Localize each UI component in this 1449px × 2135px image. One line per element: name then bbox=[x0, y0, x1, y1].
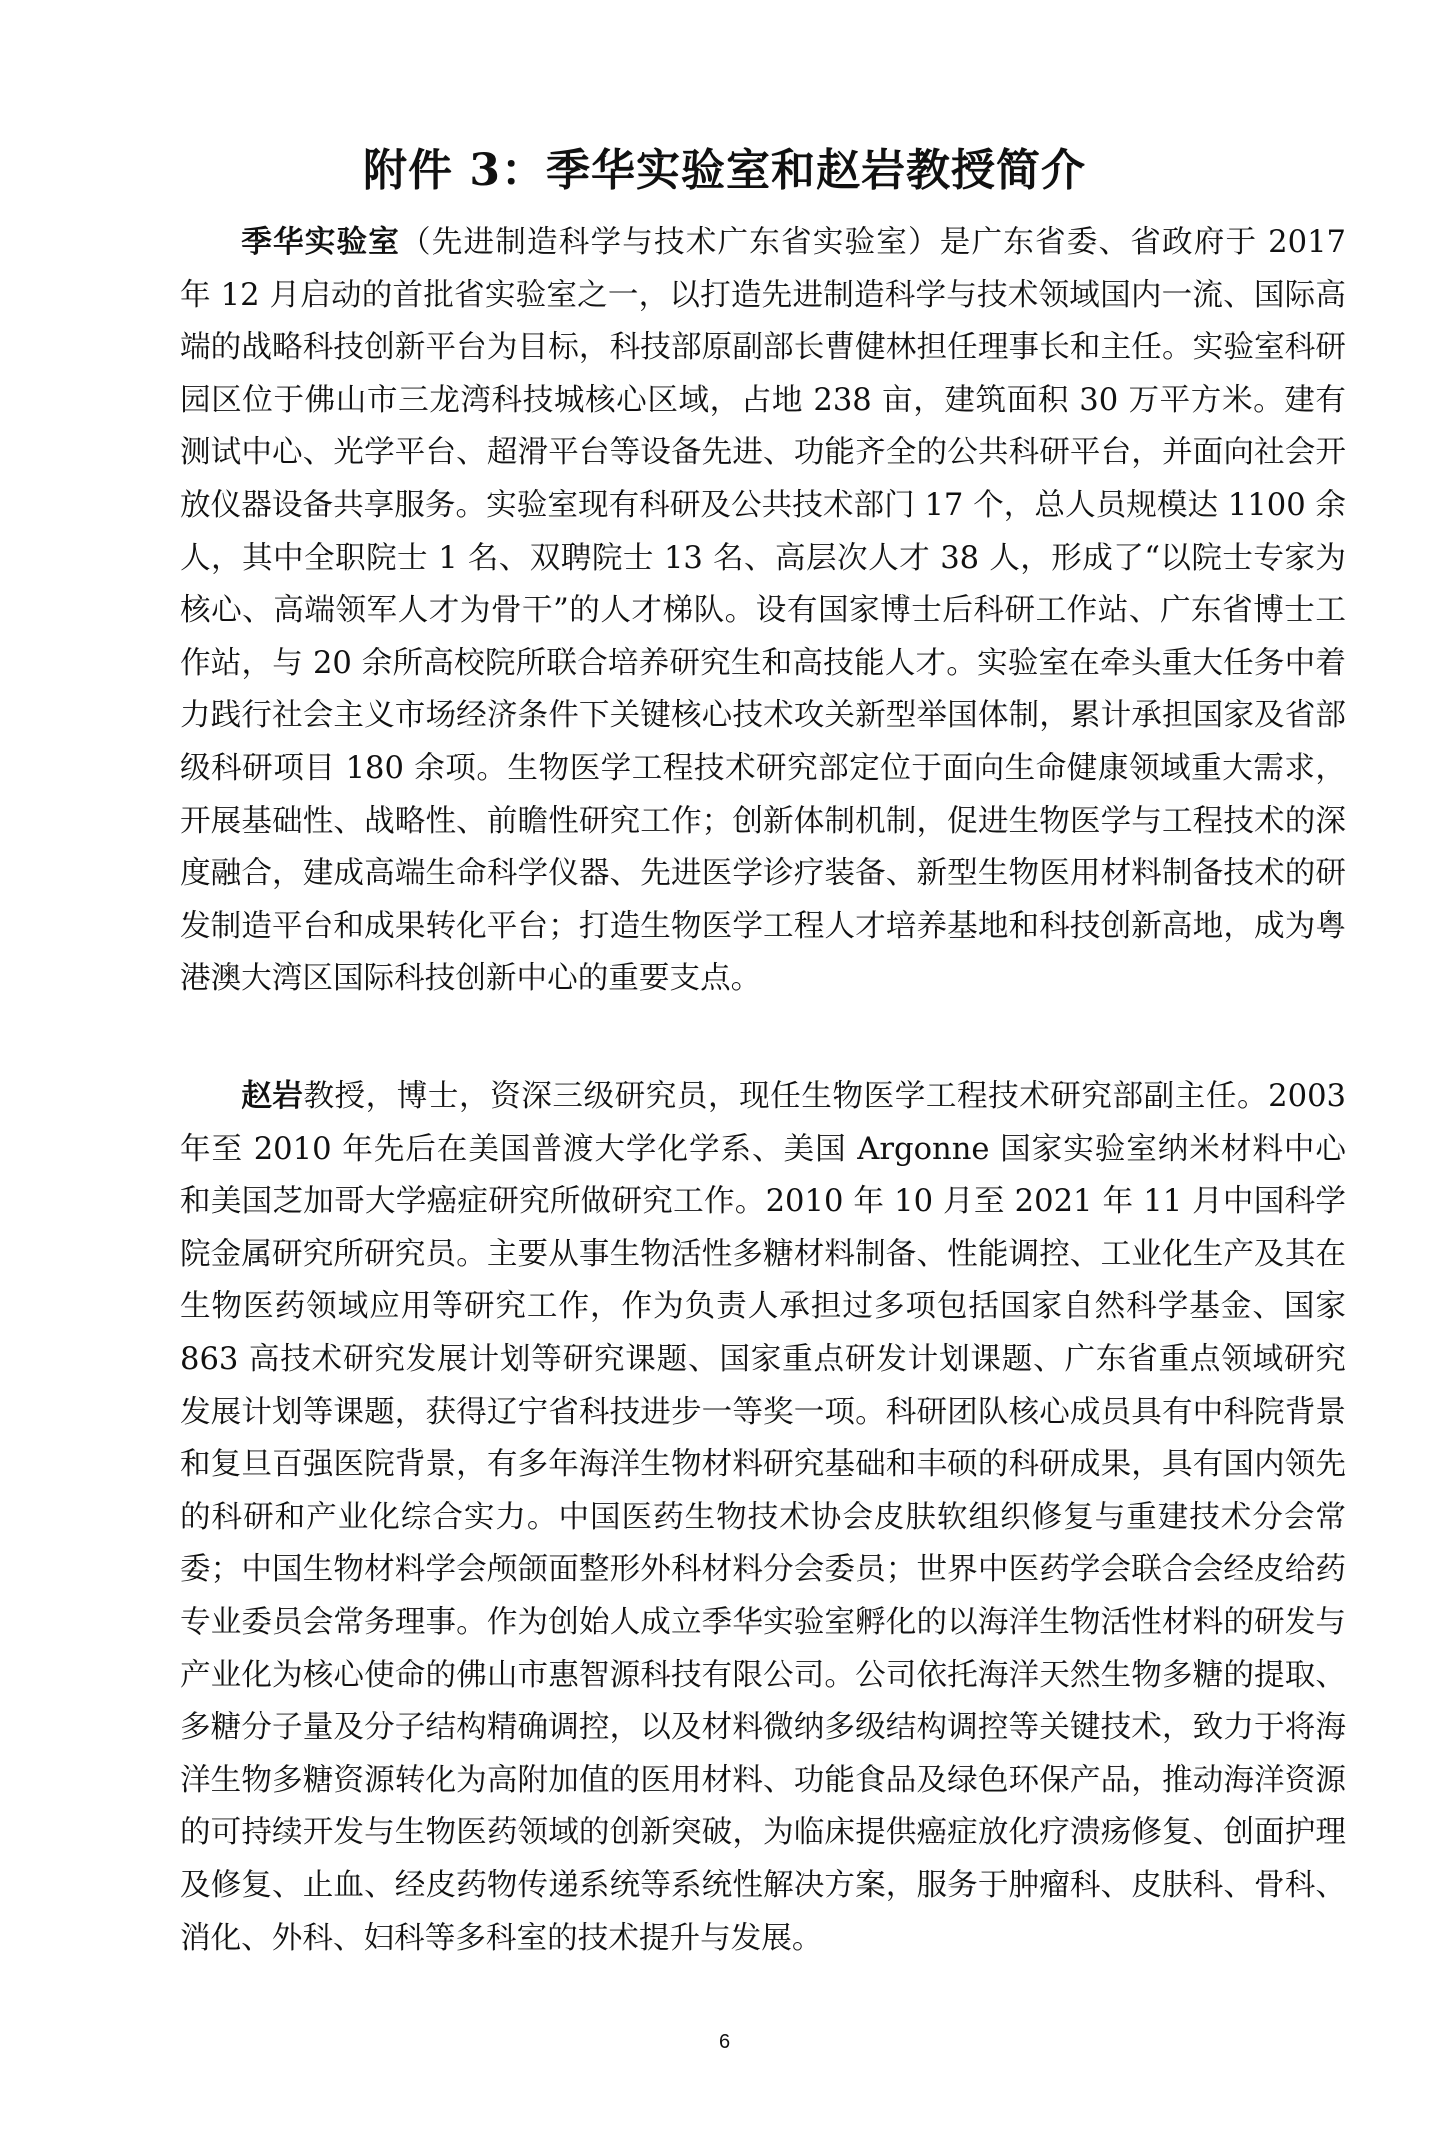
professor-introduction-text: 教授，博士，资深三级研究员，现任生物医学工程技术研究部副主任。2003 年至 2010 年先后在美国普渡大学化学系、美国 Argonne 国家实验室纳米材料中心和美国芝加哥大学癌症研究所做研究工作。2010 年 10 月至 2021 年 11 月中国科学院金属研究所研究员。主要从事生物活性多糖材料制备、性能调控、工业化生产及其在生物医药领域应用等研究工作，作为负责人承担过多项包括国家自然科学基金、国家 863 高技术研究发展计划等研究课题、国家重点研发计划课题、广东省重点领域研究发展计划等课题，获得辽宁省科技进步一等奖一项。科研团队核心成员具有中科院背景和复旦百强医院背景，有多年海洋生物材料研究基础和丰硕的科研成果，具有国内领先的科研和产业化综合实力。中国医药生物技术协会皮肤软组织修复与重建技术分会常委；中国生物材料学会颅颌面整形外科材料分会委员；世界中医药学会联合会经皮给药专业委员会常务理事。作为创始人成立季华实验室孵化的以海洋生物活性材料的研发与产业化为核心使命的佛山市惠智源科技有限公司。公司依托海洋天然生物多糖的提取、多糖分子量及分子结构精确调控，以及材料微纳多级结构调控等关键技术，致力于将海洋生物多糖资源转化为高附加值的医用材料、功能食品及绿色环保产品，推动海洋资源的可持续开发与生物医药领域的创新突破，为临床提供癌症放化疗溃疡修复、创面护理及修复、止血、经皮药物传递系统等系统性解决方案，服务于肿瘤科、皮肤科、骨科、消化、外科、妇科等多科室的技术提升与发展。 bbox=[180, 1079, 1347, 1956]
lab-name-lead: 季华实验室 bbox=[241, 224, 400, 260]
professor-introduction-paragraph bbox=[180, 1070, 1346, 1965]
lab-introduction-paragraph bbox=[180, 216, 1346, 1006]
page-number: 6 bbox=[718, 2031, 731, 2053]
lab-introduction-text: （先进制造科学与技术广东省实验室）是广东省委、省政府于 2017 年 12 月启动的首批省实验室之一，以打造先进制造科学与技术领域国内一流、国际高端的战略科技创新平台为目标，科技部原副部长曹健林担任理事长和主任。实验室科研园区位于佛山市三龙湾科技城核心区域，占地 238 亩，建筑面积 30 万平方米。建有测试中心、光学平台、超滑平台等设备先进、功能齐全的公共科研平台，并面向社会开放仪器设备共享服务。实验室现有科研及公共技术部门 17 个，总人员规模达 1100 余人，其中全职院士 1 名、双聘院士 13 名、高层次人才 38 人，形成了“以院士专家为核心、高端领军人才为骨干”的人才梯队。设有国家博士后科研工作站、广东省博士工作站，与 20 余所高校院所联合培养研究生和高技能人才。实验室在牵头重大任务中着力践行社会主义市场经济条件下关键核心技术攻关新型举国体制，累计承担国家及省部级科研项目 180 余项。生物医学工程技术研究部定位于面向生命健康领域重大需求，开展基础性、战略性、前瞻性研究工作；创新体制机制，促进生物医学与工程技术的深度融合，建成高端生命科学仪器、先进医学诊疗装备、新型生物医用材料制备技术的研发制造平台和成果转化平台；打造生物医学工程人才培养基地和科技创新高地，成为粤港澳大湾区国际科技创新中心的重要支点。 bbox=[180, 225, 1346, 997]
professor-name-lead: 赵岩 bbox=[241, 1078, 304, 1114]
page-title: 附件 3：季华实验室和赵岩教授简介 bbox=[363, 145, 1086, 197]
